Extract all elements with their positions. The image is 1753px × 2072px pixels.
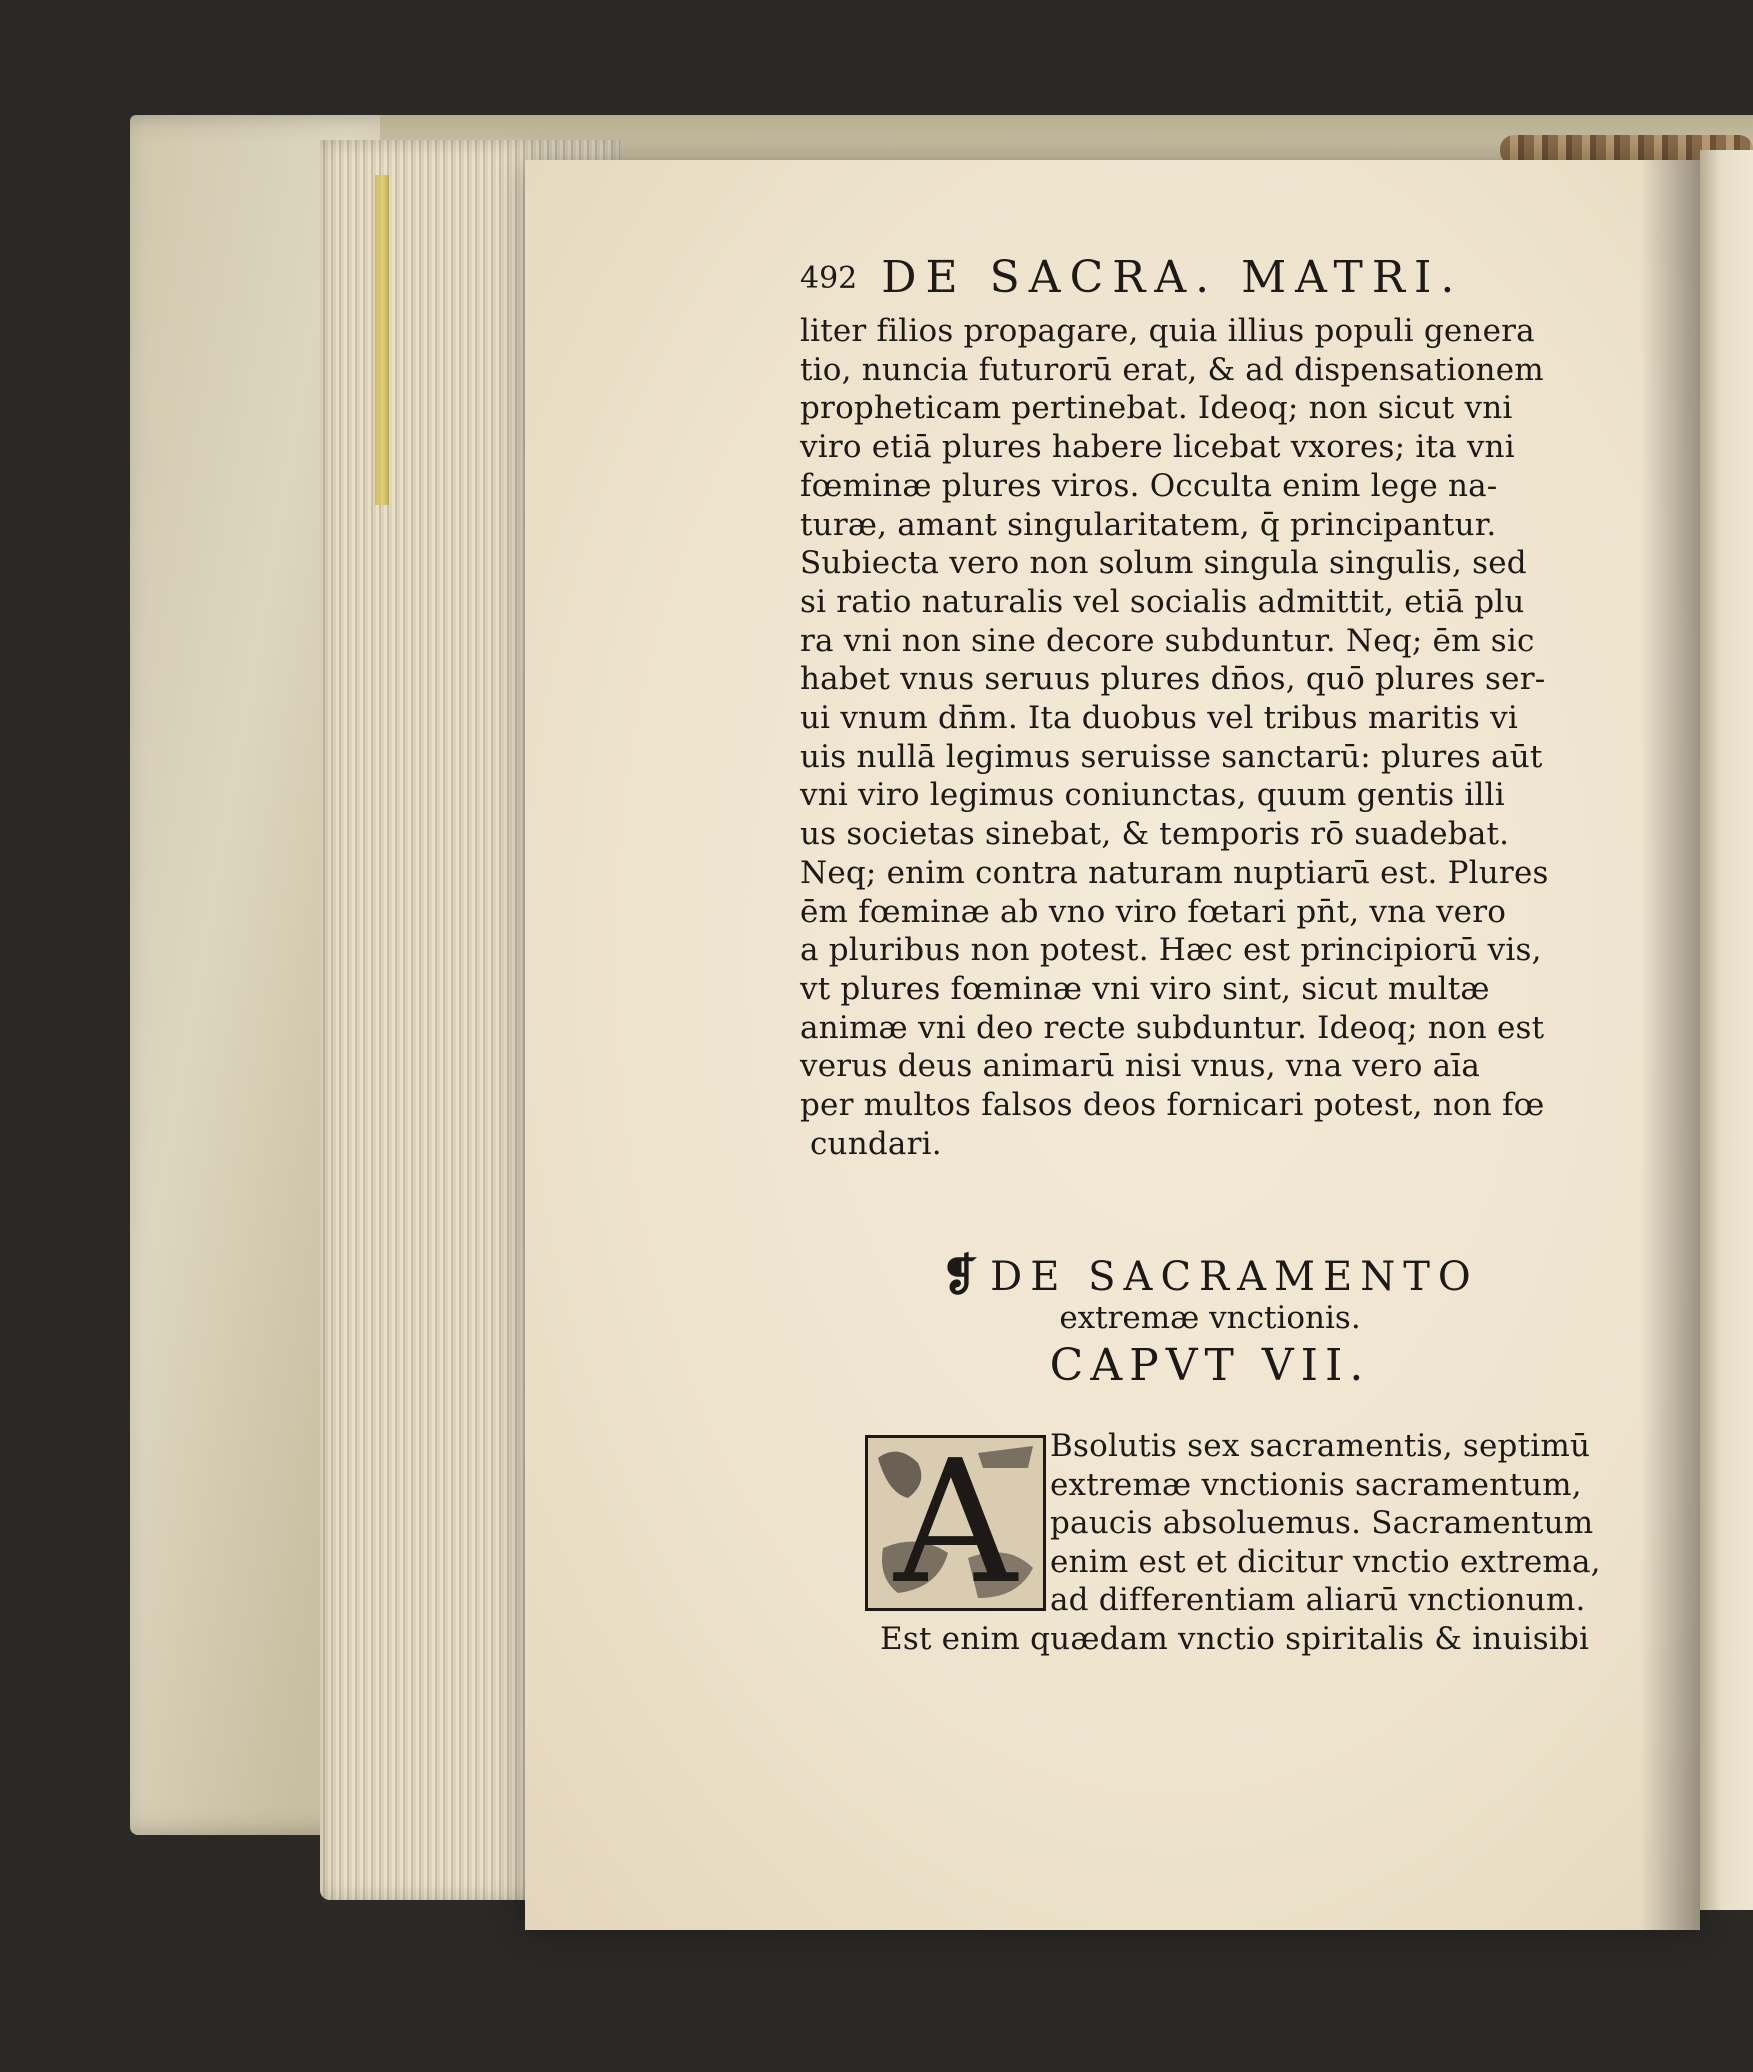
text-line: habet vnus seruus plures dn̄os, quō plures ser- (800, 661, 1546, 698)
text-line: verus deus animarū nisi vnus, vna vero aīa (800, 1048, 1481, 1085)
text-line: animæ vni deo recte subduntur. Ideoq; non est (800, 1009, 1545, 1046)
text-line: a pluribus non potest. Hæc est principiorū vis, (800, 932, 1542, 969)
text-line: vni viro legimus coniunctas, quum gentis illi (800, 777, 1505, 814)
chapter-heading-subtitle: extremæ vnctionis. (1059, 1300, 1361, 1336)
text-line: liter filios propagare, quia illius populi genera (800, 313, 1535, 349)
chapter-text-line: Est enim quædam vnctio spiritalis & inuisibi (880, 1620, 1590, 1657)
text-line: uis nullā legimus seruisse sanctarū: plures aūt (800, 738, 1543, 775)
chapter-heading-line1: DE SACRAMENTO (990, 1254, 1479, 1300)
page-number: 492 (800, 261, 858, 296)
text-line: turæ, amant singularitatem, q̄ principantur. (800, 506, 1497, 543)
chapter-text-line: paucis absoluemus. Sacramentum (1050, 1505, 1594, 1541)
text-line: tio, nuncia futurorū erat, & ad dispensationem (800, 351, 1544, 388)
text-line: ra vni non sine decore subduntur. Neq; ēm sic (800, 622, 1535, 659)
chapter-text-line: extremæ vnctionis sacramentum, (1050, 1466, 1582, 1503)
gilt-edge (375, 175, 389, 505)
text-line: si ratio naturalis vel socialis admittit, etiā plu (800, 583, 1525, 620)
text-line: vt plures fœminæ vni viro sint, sicut multæ (800, 970, 1490, 1007)
text-line: viro etiā plures habere licebat vxores; ita vni (800, 429, 1515, 466)
drop-cap-letter: A (894, 1424, 1017, 1622)
text-line: propheticam pertinebat. Ideoq; non sicut vni (800, 390, 1513, 427)
facing-page (1700, 150, 1753, 1910)
text-line: cundari. (810, 1125, 942, 1162)
text-line: ui vnum dn̄m. Ita duobus vel tribus maritis vi (800, 700, 1518, 736)
running-title: DE SACRA. MATRI. (881, 252, 1464, 303)
chapter-number: CAPVT VII. (1049, 1340, 1371, 1391)
gutter-shadow (1640, 160, 1700, 1930)
text-line: per multos falsos deos fornicari potest, non fœ (800, 1087, 1545, 1123)
text-line: fœminæ plures viros. Occulta enim lege na- (800, 467, 1498, 504)
chapter-heading-title (800, 1250, 1620, 1301)
running-head (800, 252, 1620, 308)
text-line: ēm fœminæ ab vno viro fœtari pn̄t, vna vero (800, 893, 1507, 930)
pilcrow-mark: ❡ (941, 1250, 987, 1301)
woodcut-drop-cap (865, 1424, 1046, 1622)
text-line: us societas sinebat, & temporis rō suadebat. (800, 816, 1510, 853)
text-line: Neq; enim contra naturam nuptiarū est. Plures (800, 854, 1549, 891)
text-line: Subiecta vero non solum singula singulis, sed (800, 545, 1527, 582)
chapter-text-line: enim est et dicitur vnctio extrema, (1050, 1543, 1601, 1580)
chapter-text-line: ad differentiam aliarū vnctionum. (1050, 1582, 1586, 1618)
chapter-text-line: Bsolutis sex sacramentis, septimū (1050, 1428, 1591, 1464)
